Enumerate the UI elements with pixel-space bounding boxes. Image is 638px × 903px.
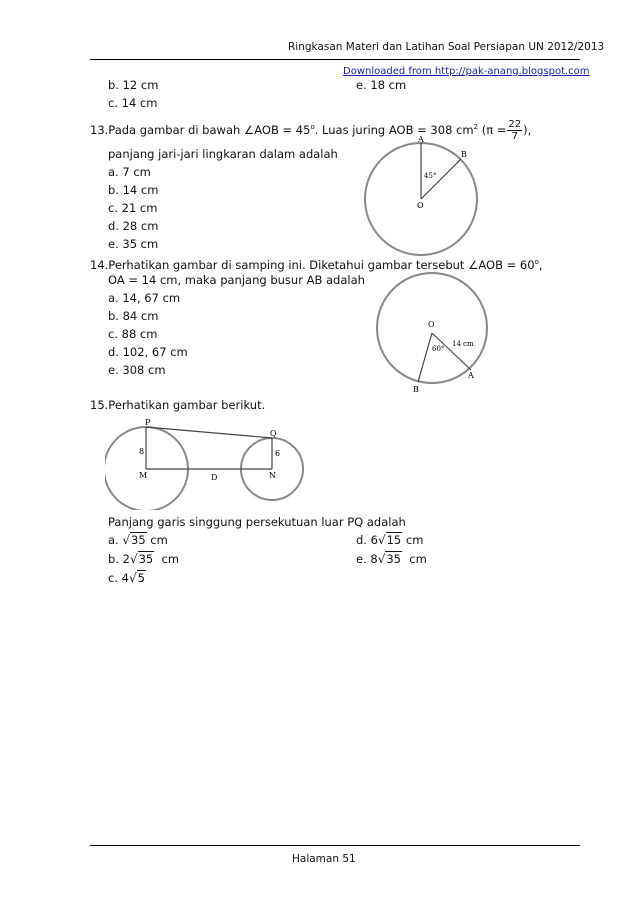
header-rule: [90, 59, 580, 60]
q15-c-radicand: 5: [137, 571, 145, 585]
q13-option-d: d. 28 cm: [108, 219, 159, 233]
q13-label-a: A: [418, 135, 424, 144]
q13-label-b: B: [461, 150, 467, 159]
q14-radius-ob: [418, 333, 432, 382]
q15-d-sqrt: √15: [377, 533, 402, 547]
q15-e-unit: cm: [402, 552, 427, 566]
q13-option-c: c. 21 cm: [108, 201, 158, 215]
page-number: Halaman 51: [292, 853, 356, 865]
q13-text-a: 13.Pada gambar di bawah ∠AOB = 45: [90, 123, 311, 137]
q15-label-d: D: [211, 473, 218, 482]
q13-squared: 2: [473, 123, 479, 132]
q14-option-e: e. 308 cm: [108, 363, 166, 377]
q14-option-b: b. 84 cm: [108, 309, 159, 323]
q13-pi: (π =: [478, 123, 507, 137]
q15-b-radicand: 35: [138, 552, 154, 566]
q14-label-o: O: [428, 320, 435, 329]
download-link[interactable]: Downloaded from http://pak-anang.blogspot.com: [343, 66, 590, 77]
q15-a-prefix: a.: [108, 533, 119, 547]
q13-label-o: O: [417, 201, 424, 210]
q15-label-m: M: [139, 471, 148, 480]
q15-label-n: N: [269, 471, 276, 480]
q15-a-unit: cm: [146, 533, 168, 547]
q13-option-b: b. 14 cm: [108, 183, 159, 197]
q13-circle-figure: [360, 132, 490, 256]
q12-option-c: c. 14 cm: [108, 96, 158, 110]
q14-question-line2: OA = 14 cm, maka panjang busur AB adalah: [108, 273, 365, 287]
q15-d-unit: cm: [402, 533, 424, 547]
q15-e-radicand: 35: [386, 552, 401, 566]
q15-label-p: P: [145, 418, 151, 427]
q13-fraction: [507, 119, 522, 142]
q14-angle-label: 60°: [432, 345, 445, 353]
q13-text-b: . Luas juring AOB = 308 cm: [314, 123, 474, 137]
q13-degree: o: [310, 123, 315, 132]
q15-d-radicand: 15: [386, 533, 402, 547]
q15-e-prefix: e. 8: [356, 552, 378, 566]
q14-text-a: 14.Perhatikan gambar di samping ini. Diketahui gambar tersebut ∠AOB = 60: [90, 257, 535, 272]
q13-option-a: a. 7 cm: [108, 165, 151, 179]
q14-circle-figure: [375, 272, 495, 398]
q15-tangent-figure: [105, 414, 305, 510]
q15-option-d: [356, 533, 423, 547]
q15-option-b: [108, 552, 179, 566]
q15-label-pm: 8: [139, 447, 145, 456]
q14-label-a: A: [468, 371, 474, 380]
q13-angle-label: 45°: [424, 172, 437, 180]
q13-pi-close: ),: [523, 123, 532, 137]
footer-rule: [90, 845, 580, 846]
q12-option-b: b. 12 cm: [108, 78, 159, 92]
q15-b-unit: cm: [154, 552, 180, 566]
q15-option-a: [108, 533, 168, 547]
q13-option-e: e. 35 cm: [108, 237, 159, 251]
q15-question-line2: Panjang garis singgung persekutuan luar PQ adalah: [108, 515, 406, 529]
q13-question-line2: panjang jari-jari lingkaran dalam adalah: [108, 147, 338, 161]
q15-b-sqrt: √35: [129, 552, 154, 566]
q14-label-b: B: [413, 385, 419, 394]
q15-option-c: [108, 571, 146, 585]
q15-d-prefix: d. 6: [356, 533, 378, 547]
q14-option-c: c. 88 cm: [108, 327, 158, 341]
q14-option-d: d. 102, 67 cm: [108, 345, 188, 359]
q15-c-sqrt: √5: [128, 571, 145, 585]
q15-label-qn: 6: [275, 449, 281, 458]
q15-question-line1: 15.Perhatikan gambar berikut.: [90, 398, 266, 412]
q14-option-a: a. 14, 67 cm: [108, 291, 181, 305]
running-header: Ringkasan Materi dan Latihan Soal Persiapan UN 2012/2013: [288, 41, 605, 53]
q13-frac-num: 22: [508, 119, 522, 130]
q14-text-b: ,: [538, 257, 543, 272]
q13-frac-den: 7: [511, 131, 518, 142]
q15-option-e: [356, 552, 427, 566]
q14-degree: o: [534, 258, 539, 266]
q12-option-e: e. 18 cm: [356, 78, 407, 92]
q14-question-line1: [90, 255, 543, 272]
q15-b-prefix: b. 2: [108, 552, 130, 566]
q14-radius-label: 14 cm: [452, 340, 474, 348]
q15-c-prefix: c. 4: [108, 571, 129, 585]
q15-e-sqrt: √35: [377, 552, 401, 566]
q15-a-sqrt: √35: [122, 533, 146, 547]
q15-label-q: Q: [270, 429, 277, 438]
q15-a-radicand: 35: [131, 533, 146, 547]
